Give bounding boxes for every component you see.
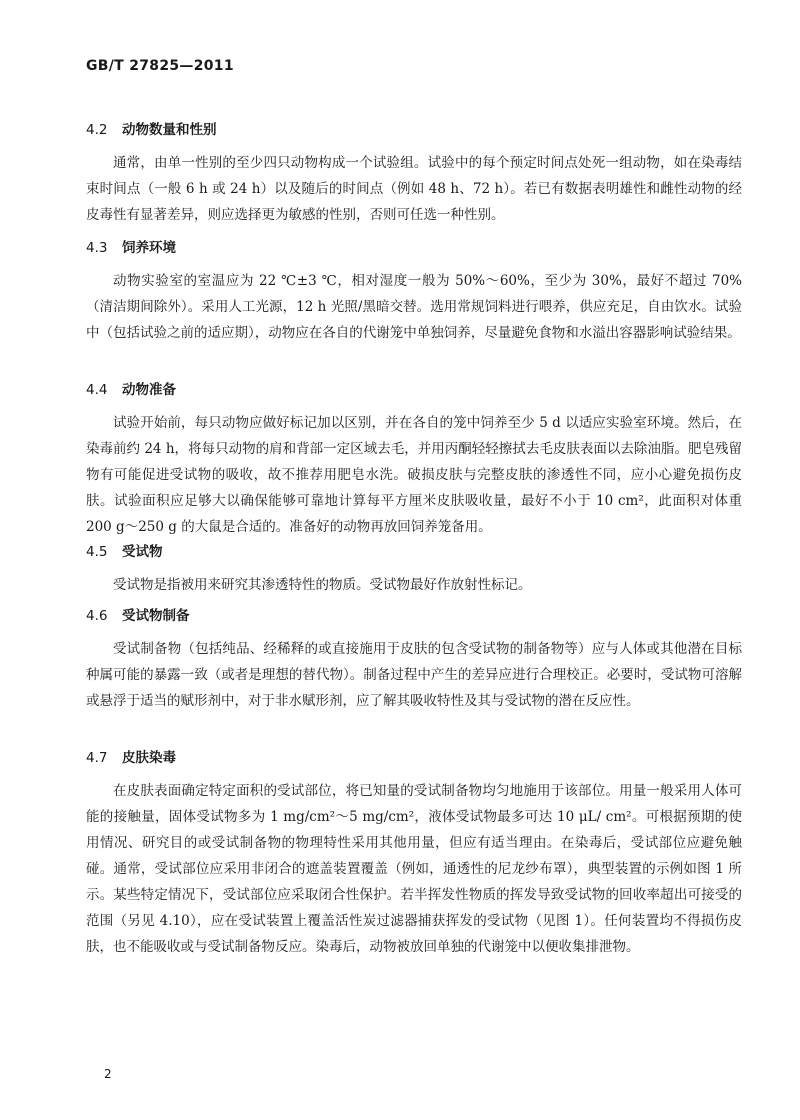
- section-number: 4.6: [86, 608, 108, 624]
- section-title: 受试物制备: [122, 608, 190, 624]
- section-number: 4.7: [86, 750, 108, 766]
- page-number: 2: [104, 1067, 112, 1081]
- section-number: 4.2: [86, 122, 108, 138]
- paragraph: 受试制备物（包括纯品、经稀释的或直接施用于皮肤的包含受试物的制备物等）应与人体或其他潜在目标种属可能的暴露一致（或者是理想的替代物）。制备过程中产生的差异应进行合理校正。必要时，受试物可溶解或悬浮于适当的赋形剂中，对于非水赋形剂，应了解其吸收特性及其与受试物的潜在反应性。: [86, 641, 742, 709]
- section-4-4: [86, 378, 742, 540]
- paragraph: 动物实验室的室温应为 22 ℃±3 ℃，相对湿度一般为 50%～60%，至少为 30%，最好不超过 70%（清洁期间除外）。采用人工光源，12 h 光照/黑暗交替。选用常规饲料进行喂养，供应充足，自由饮水。试验中（包括试验之前的适应期），动物应在各自的代谢笼中单独饲养，尽量避免食物和水溢出容器影响试验结果。: [86, 273, 742, 341]
- standard-number: GB/T 27825—2011: [86, 58, 234, 74]
- section-heading: [86, 118, 742, 138]
- section-number: 4.5: [86, 544, 108, 560]
- section-4-2: [86, 118, 742, 228]
- section-heading: [86, 746, 742, 766]
- paragraph: 试验开始前，每只动物应做好标记加以区别，并在各自的笼中饲养至少 5 d 以适应实验室环境。然后，在染毒前约 24 h，将每只动物的肩和背部一定区域去毛，并用丙酮轻轻擦拭去毛皮肤表面以去除油脂。肥皂残留物有可能促进受试物的吸收，故不推荐用肥皂水洗。破损皮肤与完整皮肤的渗透性不同，应小心避免损伤皮肤。试验面积应足够大以确保能够可靠地计算每平方厘米皮肤吸收量，最好不小于 10 cm²，此面积对体重 200 g～250 g 的大鼠是合适的。准备好的动物再放回饲养笼备用。: [86, 415, 742, 535]
- section-heading: [86, 378, 742, 398]
- section-4-3: [86, 236, 742, 346]
- section-4-5: [86, 540, 742, 598]
- section-4-7: [86, 746, 742, 960]
- section-4-6: [86, 604, 742, 714]
- paragraph: 在皮肤表面确定特定面积的受试部位，将已知量的受试制备物均匀地施用于该部位。用量一般采用人体可能的接触量，固体受试物多为 1 mg/cm²～5 mg/cm²，液体受试物最多可达 10 μL/ cm²。可根据预期的使用情况、研究目的或受试制备物的物理特性采用其他用量，但应有适当理由。在染毒后，受试部位应避免触碰。通常，受试部位应采用非闭合的遮盖装置覆盖（例如，通透性的尼龙纱布罩），典型装置的示例如图 1 所示。某些特定情况下，受试部位应采取闭合性保护。若半挥发性物质的挥发导致受试物的回收率超出可接受的范围（另见 4.10），应在受试装置上覆盖活性炭过滤器捕获挥发的受试物（见图 1）。任何装置均不得损伤皮肤，也不能吸收或与受试制备物反应。染毒后，动物被放回单独的代谢笼中以便收集排泄物。: [86, 783, 742, 955]
- section-heading: [86, 540, 742, 560]
- section-title: 动物准备: [122, 382, 176, 398]
- section-number: 4.3: [86, 240, 108, 256]
- section-heading: [86, 236, 742, 256]
- section-title: 动物数量和性别: [122, 122, 217, 138]
- section-title: 饲养环境: [122, 240, 176, 256]
- section-heading: [86, 604, 742, 624]
- section-title: 受试物: [122, 544, 163, 560]
- paragraph: 受试物是指被用来研究其渗透特性的物质。受试物最好作放射性标记。: [113, 577, 532, 593]
- section-number: 4.4: [86, 382, 108, 398]
- paragraph: 通常，由单一性别的至少四只动物构成一个试验组。试验中的每个预定时间点处死一组动物，如在染毒结束时间点（一般 6 h 或 24 h）以及随后的时间点（例如 48 h、72 h）。若已有数据表明雄性和雌性动物的经皮毒性有显著差异，则应选择更为敏感的性别，否则可任选一种性别。: [86, 155, 742, 223]
- section-title: 皮肤染毒: [122, 750, 176, 766]
